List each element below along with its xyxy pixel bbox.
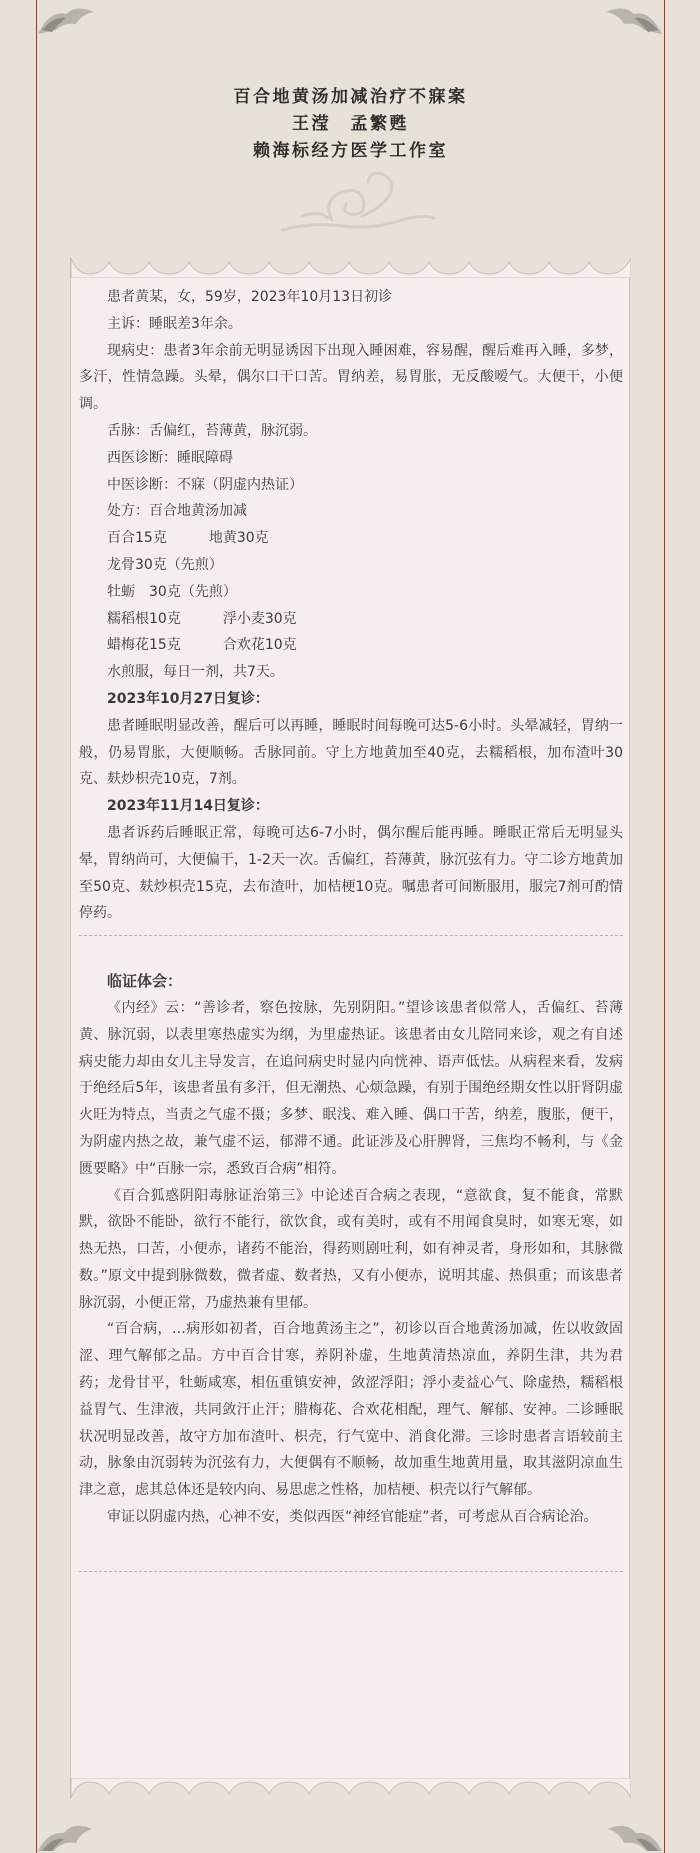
visit3-title: 2023年11月14日复诊： bbox=[107, 798, 269, 815]
reflection-title: 临证体会： bbox=[107, 972, 183, 991]
header bbox=[36, 84, 665, 165]
corner-ornament-icon bbox=[600, 0, 664, 40]
divider bbox=[79, 935, 623, 936]
western-diagnosis: 西医诊断：睡眠障碍 bbox=[107, 449, 233, 466]
chief-complaint: 主诉：睡眠差3年余。 bbox=[107, 315, 242, 332]
reflection-paragraph: 审证以阴虚内热，心神不安，类似西医“神经官能症”者，可考虑从百合病论治。 bbox=[107, 1509, 598, 1526]
reflection-paragraph: 《百合狐惑阴阳毒脉证治第三》中论述百合病之表现，“意欲食，复不能食，常默默，欲卧不能卧，欲行不能行，欲饮食，或有美时，或有不用闻食臭时，如寒无寒，如热无热，口苦，小便赤，诸药不能治，得药则剧吐利，如有神灵者，身形如和，其脉微数。”原文中提到脉微数，微者虚、数者热，又有小便赤，说明其虚、热俱重；而该患者脉沉弱，小便正常，乃虚热兼有里郁。 bbox=[79, 1187, 623, 1311]
cloud-ornament-icon bbox=[272, 160, 442, 240]
usage: 水煎服，每日一剂，共7天。 bbox=[107, 664, 284, 681]
prescription: 处方：百合地黄汤加减 bbox=[107, 503, 247, 520]
case-content bbox=[79, 284, 623, 1582]
corner-ornament-icon bbox=[36, 0, 100, 40]
herb-line: 糯稻根10克 浮小麦30克 bbox=[107, 610, 297, 627]
content-card bbox=[70, 258, 630, 1798]
authors: 王滢 孟繁甦 bbox=[292, 114, 409, 134]
herb-line: 牡蛎 30克（先煎） bbox=[107, 583, 237, 600]
visit3-text: 患者诉药后睡眠正常，每晚可达6-7小时，偶尔醒后能再睡。睡眠正常后无明显头晕，胃纳尚可，大便偏干，1-2天一次。舌偏红，苔薄黄，脉沉弦有力。守二诊方地黄加至50克、麸炒枳壳15克，去布渣叶，加桔梗10克。嘱患者可间断服用，服完7剂可酌情停药。 bbox=[79, 824, 623, 922]
reflection-paragraph: “百合病，…病形如初者，百合地黄汤主之”，初诊以百合地黄汤加减，佐以收敛固涩、理气解郁之品。方中百合甘寒，养阴补虚，生地黄清热凉血，养阴生津，共为君药；龙骨甘平，牡蛎咸寒，相伍重镇安神，敛涩浮阳；浮小麦益心气、除虚热，糯稻根益胃气、生津液，共同敛汗止汗；腊梅花、合欢花相配，理气、解郁、安神。二诊睡眠状况明显改善，故守方加布渣叶、枳壳，行气宽中、消食化滞。三诊时患者言语较前主动，脉象由沉弱转为沉弦有力，大便偶有不顺畅，故加重生地黄用量，取其滋阴凉血生津之意，虑其总体还是较内向、易思虑之性格，加桔梗、枳壳以行气解郁。 bbox=[79, 1321, 623, 1499]
present-history: 现病史：患者3年余前无明显诱因下出现入睡困难，容易醒，醒后难再入睡，多梦，多汗，性情急躁。头晕，偶尔口干口苦。胃纳差，易胃胀，无反酸嗳气。大便干，小便调。 bbox=[79, 342, 623, 413]
corner-ornament-icon bbox=[600, 1813, 664, 1853]
herb-line: 龙骨30克（先煎） bbox=[107, 556, 223, 573]
corner-ornament-icon bbox=[36, 1813, 100, 1853]
studio-name: 赖海标经方医学工作室 bbox=[253, 141, 448, 161]
visit2-title: 2023年10月27日复诊： bbox=[107, 690, 269, 707]
visit2-text: 患者睡眠明显改善，醒后可以再睡，睡眠时间每晚可达5-6小时。头晕减轻，胃纳一般，仍易胃胀，大便顺畅。舌脉同前。守上方地黄加至40克，去糯稻根，加布渣叶30克、麸炒枳壳10克，7剂。 bbox=[79, 717, 623, 788]
scallop-border-top bbox=[71, 256, 631, 278]
tongue-pulse: 舌脉：舌偏红，苔薄黄，脉沉弱。 bbox=[107, 422, 317, 439]
page-title: 百合地黄汤加减治疗不寐案 bbox=[233, 87, 468, 107]
reflection-paragraph: 《内经》云：“善诊者，察色按脉，先别阴阳。”望诊该患者似常人，舌偏红、苔薄黄、脉沉弱，以表里寒热虚实为纲，为里虚热证。该患者由女儿陪同来诊，观之有自述病史能力却由女儿主导发言，在追问病史时显内向恍神、语声低怯。从病程来看，发病于绝经后5年，该患者虽有多汗，但无潮热、心烦急躁，有别于围绝经期女性以肝肾阴虚火旺为特点，当责之气虚不摄；多梦、眠浅、难入睡、偶口干苦，纳差，腹胀，便干，为阴虚内热之故，兼气虚不运，郁滞不通。此证涉及心肝脾肾，三焦均不畅利，与《金匮要略》中“百脉一宗，悉致百合病”相符。 bbox=[79, 999, 623, 1177]
scallop-border-bottom bbox=[71, 1778, 631, 1800]
herb-line: 百合15克 地黄30克 bbox=[107, 530, 269, 547]
divider bbox=[79, 1571, 623, 1572]
case-intro: 患者黄某，女，59岁，2023年10月13日初诊 bbox=[107, 289, 393, 305]
herb-line: 蜡梅花15克 合欢花10克 bbox=[107, 637, 297, 654]
tcm-diagnosis: 中医诊断：不寐（阴虚内热证） bbox=[107, 476, 303, 493]
